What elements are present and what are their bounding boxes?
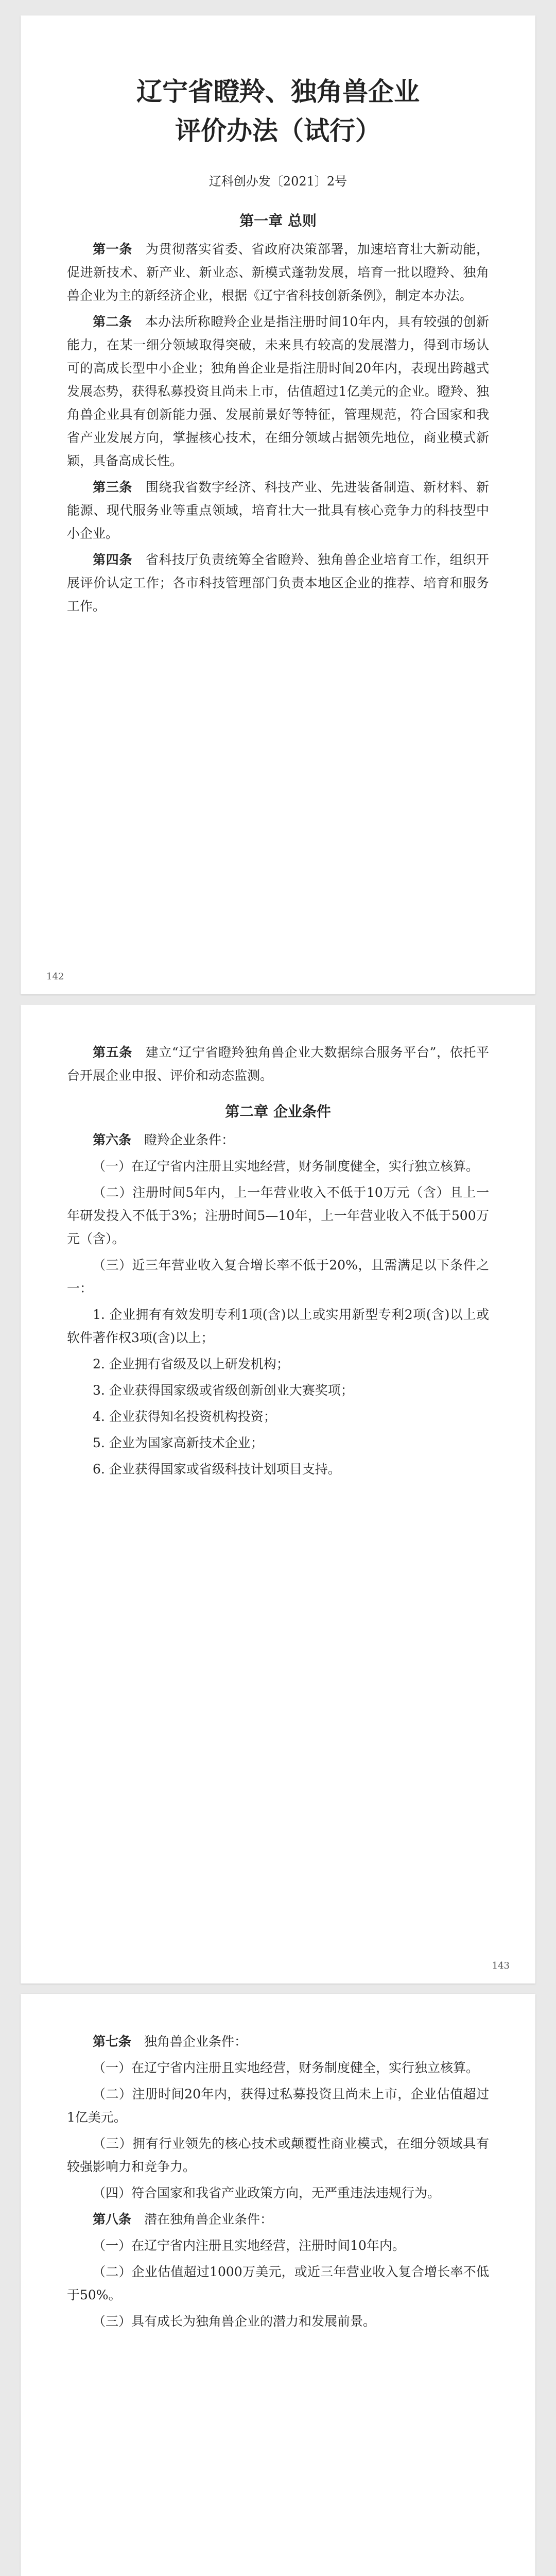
- page-number: 143: [492, 1960, 510, 1971]
- article-number: 第六条: [93, 1132, 132, 1147]
- article-text: （二）注册时间20年内，获得过私募投资且尚未上市，企业估值超过1亿美元。: [67, 2087, 489, 2125]
- article-text: 5. 企业为国家高新技术企业；: [93, 1435, 264, 1450]
- article-text: 4. 企业获得知名投资机构投资；: [93, 1409, 276, 1424]
- article-text: （一）在辽宁省内注册且实地经营，财务制度健全，实行独立核算。: [93, 2060, 479, 2075]
- title-line-1: 辽宁省瞪羚、独角兽企业: [136, 77, 420, 107]
- article-number: 第八条: [93, 2212, 132, 2227]
- chapter-heading: 第二章 企业条件: [225, 1103, 331, 1120]
- page-body: [67, 2030, 489, 2333]
- article-paragraph: [67, 1303, 489, 1349]
- article-paragraph: [67, 1253, 489, 1300]
- article-paragraph: [67, 2208, 489, 2231]
- article-number: 第四条: [93, 552, 133, 567]
- page-body: [67, 1041, 489, 1481]
- article-paragraph: [67, 2056, 489, 2079]
- article-paragraph: [67, 2181, 489, 2205]
- article-text: 围绕我省数字经济、科技产业、先进装备制造、新材料、新能源、现代服务业等重点领域，培育壮大一批具有核心竞争力的科技型中小企业。: [67, 480, 489, 541]
- article-number: 第七条: [93, 2034, 132, 2049]
- article-paragraph: [67, 2260, 489, 2307]
- article-paragraph: [67, 2030, 489, 2053]
- article-text: 2. 企业拥有省级及以上研发机构；: [93, 1357, 289, 1371]
- article-text: 为贯彻落实省委、省政府决策部署，加速培育壮大新动能，促进新技术、新产业、新业态、新模式蓬勃发展，培育一批以瞪羚、独角兽企业为主的新经济企业，根据《辽宁省科技创新条例》，制定本办法。: [67, 242, 489, 303]
- article-text: （二）注册时间5年内，上一年营业收入不低于10万元（含）且上一年研发投入不低于3%；注册时间5—10年，上一年营业收入不低于500万元（含）。: [67, 1185, 489, 1246]
- article-paragraph: [67, 2082, 489, 2129]
- article-paragraph: [67, 2132, 489, 2178]
- article-text: （一）在辽宁省内注册且实地经营，财务制度健全，实行独立核算。: [93, 1159, 479, 1174]
- article-text: 建立“辽宁省瞪羚独角兽企业大数据综合服务平台”，依托平台开展企业申报、评价和动态监测。: [67, 1045, 489, 1083]
- article-text: （三）具有成长为独角兽企业的潜力和发展前景。: [93, 2314, 376, 2329]
- article-paragraph: [67, 238, 489, 307]
- article-paragraph: [67, 548, 489, 618]
- article-text: （三）拥有行业领先的核心技术或颠覆性商业模式，在细分领域具有较强影响力和竞争力。: [67, 2136, 489, 2174]
- title-line-2: 评价办法（试行）: [175, 116, 381, 146]
- article-text: 本办法所称瞪羚企业是指注册时间10年内，具有较强的创新能力，在某一细分领域取得突破，未来具有较高的发展潜力，得到市场认可的高成长型中小企业；独角兽企业是指注册时间20年内，表现出跨越式发展态势，获得私募投资且尚未上市，估值超过1亿美元的企业。瞪羚、独角兽企业具有创新能力强、发展前景好等特征，管理规范，符合国家和我省产业发展方向，掌握核心技术，在细分领域占据领先地位，商业模式新颖，具备高成长性。: [67, 314, 489, 468]
- article-text: 3. 企业获得国家级或省级创新创业大赛奖项；: [93, 1383, 354, 1398]
- page-number: 142: [46, 971, 64, 982]
- article-number: 第五条: [93, 1045, 132, 1060]
- article-paragraph: [67, 1458, 489, 1481]
- article-paragraph: [67, 1155, 489, 1178]
- chapter-heading: 第一章 总则: [239, 212, 317, 229]
- article-number: 第三条: [93, 480, 133, 495]
- article-paragraph: [67, 1405, 489, 1428]
- page-body: [67, 210, 489, 618]
- document-page-3: [21, 1994, 535, 2576]
- article-paragraph: [67, 1181, 489, 1250]
- article-paragraph: [67, 1431, 489, 1454]
- article-text: 潜在独角兽企业条件：: [144, 2212, 273, 2227]
- article-text: 瞪羚企业条件：: [144, 1132, 235, 1147]
- article-text: 独角兽企业条件：: [144, 2034, 248, 2049]
- article-paragraph: [67, 1352, 489, 1376]
- article-paragraph: [67, 310, 489, 472]
- article-paragraph: [67, 1379, 489, 1402]
- article-text: （一）在辽宁省内注册且实地经营，注册时间10年内。: [93, 2238, 405, 2253]
- document-number: 辽科创办发〔2021〕2号: [208, 174, 348, 189]
- article-paragraph: [67, 1128, 489, 1151]
- article-text: 省科技厅负责统筹全省瞪羚、独角兽企业培育工作，组织开展评价认定工作；各市科技管理部门负责本地区企业的推荐、培育和服务工作。: [67, 552, 489, 614]
- article-paragraph: [67, 476, 489, 545]
- document-title: [67, 72, 489, 150]
- document-page-2: [21, 1005, 535, 1984]
- article-text: 1. 企业拥有有效发明专利1项(含)以上或实用新型专利2项(含)以上或软件著作权3项(含)以上；: [67, 1307, 489, 1345]
- article-paragraph: [67, 2234, 489, 2257]
- document-page-1: [21, 15, 535, 994]
- article-text: （三）近三年营业收入复合增长率不低于20%，且需满足以下条件之一：: [67, 1258, 489, 1296]
- article-text: 6. 企业获得国家或省级科技计划项目支持。: [93, 1462, 341, 1477]
- article-paragraph: [67, 2310, 489, 2333]
- article-number: 第一条: [93, 242, 133, 257]
- article-number: 第二条: [93, 314, 132, 329]
- article-text: （四）符合国家和我省产业政策方向，无严重违法违规行为。: [93, 2185, 441, 2200]
- article-text: （二）企业估值超过1000万美元，或近三年营业收入复合增长率不低于50%。: [67, 2264, 489, 2302]
- article-paragraph: [67, 1041, 489, 1087]
